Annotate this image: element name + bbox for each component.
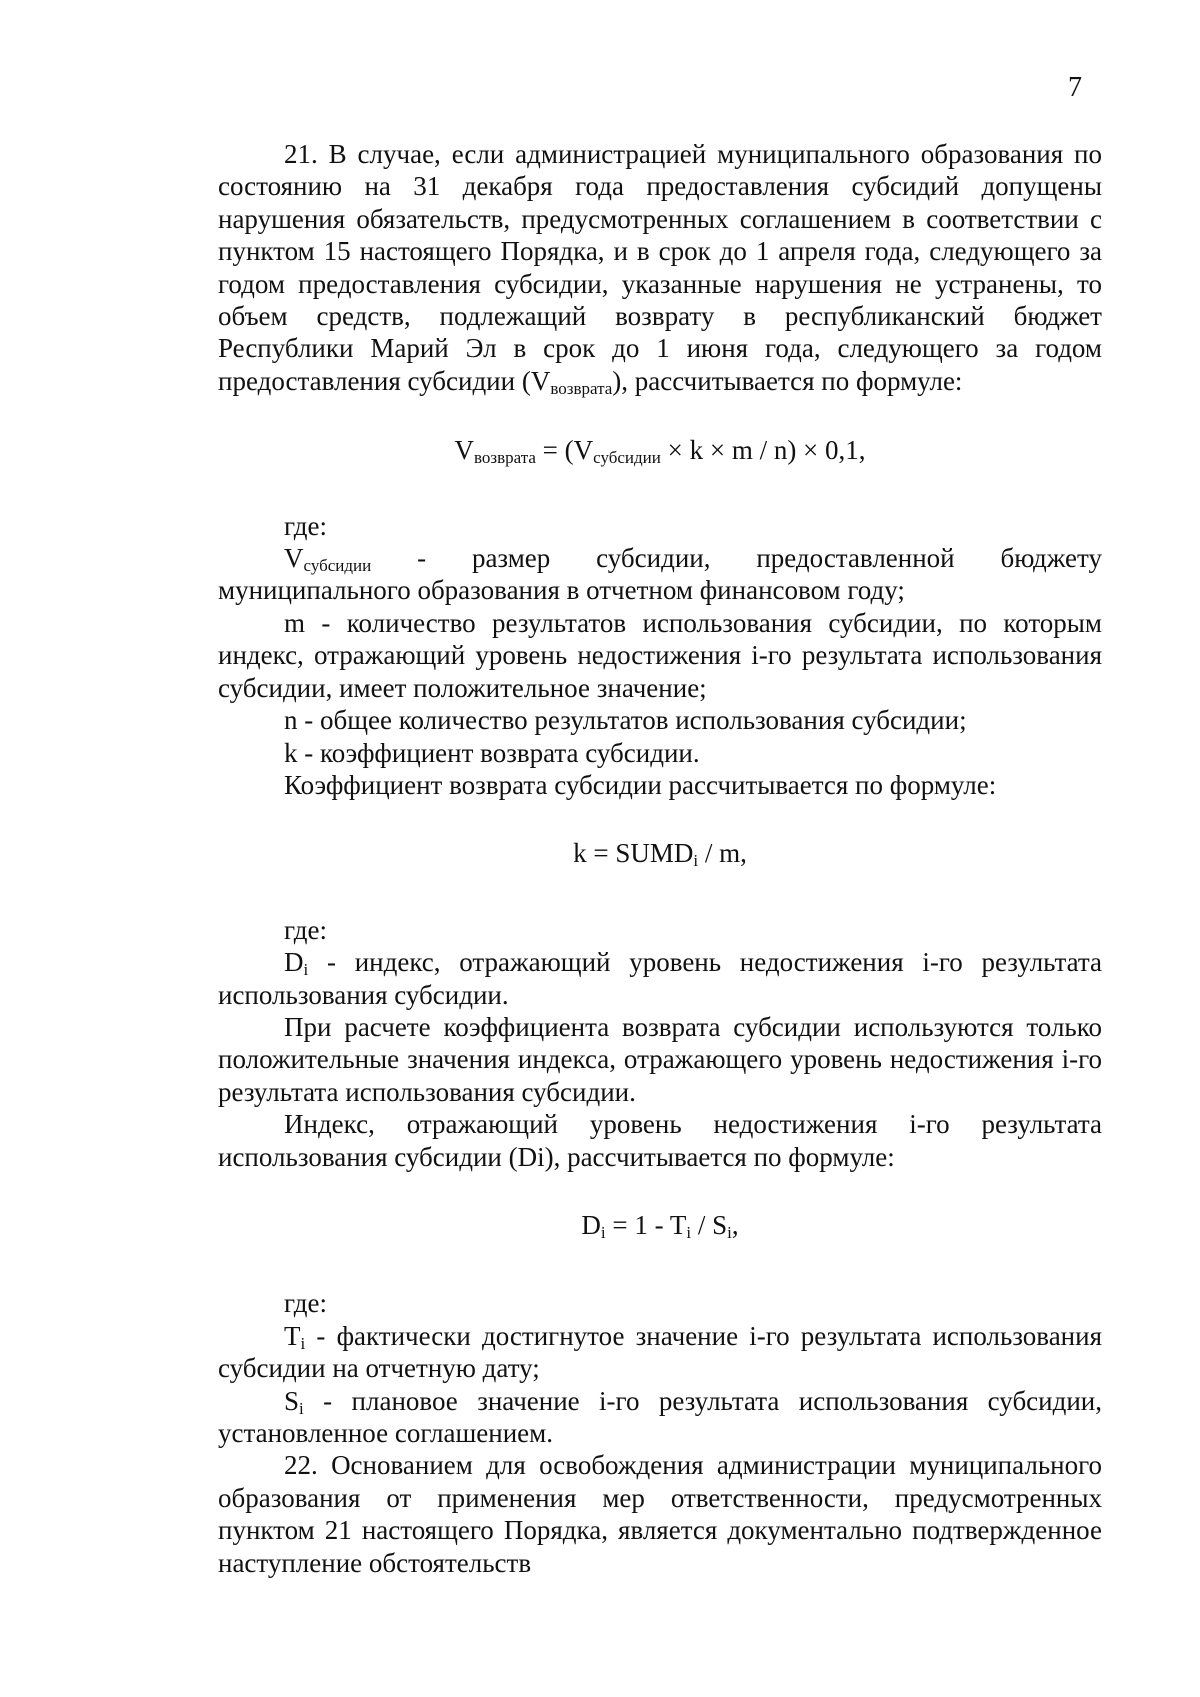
k-formula-intro: Коэффициент возврата субсидии рассчитывается по формуле: xyxy=(284,769,997,800)
formula-k xyxy=(218,837,1102,869)
formula-part: , xyxy=(731,1209,739,1240)
definition-n: n - общее количество результатов использования субсидии; xyxy=(284,705,967,736)
page-number: 7 xyxy=(1068,72,1082,103)
formula-symbol: V xyxy=(454,435,474,466)
def-symbol: V xyxy=(284,543,304,574)
formula-subscript: субсидии xyxy=(593,448,661,468)
def-text: - индекс, отражающий уровень недостижения i-го результата использования субсидии. xyxy=(218,947,1102,1010)
def-text: - фактически достигнутое значение i-го результата использования субсидии на отчетную дату; xyxy=(218,1320,1102,1384)
def-subscript: субсидии xyxy=(303,556,372,576)
formula-d xyxy=(218,1209,1102,1241)
formula-part: = 1 - T xyxy=(605,1209,687,1240)
formula-part: = (V xyxy=(535,435,594,466)
def-symbol: D xyxy=(284,947,304,978)
definition-k: k - коэффициент возврата субсидии. xyxy=(284,737,700,768)
paragraph-21 xyxy=(218,138,1102,397)
formula-subscript: возврата xyxy=(473,448,536,468)
paragraph-21-text-end: ), рассчитывается по формуле: xyxy=(612,365,963,396)
def-subscript: i xyxy=(300,1333,306,1353)
definition-m: m - количество результатов использования субсидии, по которым индекс, отражающий уровень недостижения i-го результата использования субсидии, имеет положительное значение; xyxy=(218,607,1102,703)
d-formula-intro: Индекс, отражающий уровень недостижения i-го результата использования субсидии (Di), рассчитывается по формуле: xyxy=(218,1109,1102,1172)
formula-subscript: i xyxy=(600,1222,606,1242)
formula-vozvrata xyxy=(218,434,1102,466)
where-label: где: xyxy=(284,914,327,945)
def-text: - плановое значение i-го результата использования субсидии, установленное соглашением. xyxy=(218,1385,1102,1448)
definition-s xyxy=(218,1385,1102,1450)
definition-d xyxy=(218,946,1102,1011)
formula-subscript: i xyxy=(693,851,699,871)
formula-subscript: i xyxy=(727,1222,732,1242)
document-body xyxy=(218,138,1102,1579)
formula-subscript: i xyxy=(686,1222,692,1242)
paragraph-21-text: 21. В случае, если администрацией муниципального образования по состоянию на 31 декабря года предоставления субсидий допущены нарушения обязательств, предусмотренных соглашением в соответствии с пунктом 15 настоящего Порядка, и в срок до 1 апреля года, следующего за годом предоставления субсидии, указанные нарушения не устранены, то объем средств, подлежащий возврату в республиканский бюджет Республики Марий Эл в срок до 1 июня года, следующего за годом предоставления субсидии (V xyxy=(218,139,1102,396)
definition-v-subsidii xyxy=(218,542,1102,607)
formula-part: k = SUMD xyxy=(573,838,694,869)
formula-part: × k × m / n) × 0,1, xyxy=(660,435,866,466)
definition-t xyxy=(218,1320,1102,1385)
where-label: где: xyxy=(284,1288,327,1319)
def-symbol: S xyxy=(284,1385,300,1416)
formula-part: / m, xyxy=(698,838,747,869)
def-subscript: i xyxy=(303,960,309,980)
where-label: где: xyxy=(284,510,327,541)
def-subscript: i xyxy=(299,1398,304,1418)
note-positive-values: При расчете коэффициента возврата субсидии используются только положительные значения индекса, отражающего уровень недостижения i-го результата использования субсидии. xyxy=(218,1011,1102,1107)
paragraph-22: 22. Основанием для освобождения администрации муниципального образования от применения мер ответственности, предусмотренных пунктом 21 настоящего Порядка, является документально подтвержденное наступление обстоятельств xyxy=(218,1450,1102,1578)
def-text: - размер субсидии, предоставленной бюджету муниципального образования в отчетном финансовом году; xyxy=(218,543,1102,606)
formula-part: D xyxy=(581,1209,601,1240)
formula-part: / S xyxy=(691,1209,728,1240)
subscript-vozvrata: возврата xyxy=(550,378,613,398)
def-symbol: T xyxy=(284,1320,301,1351)
